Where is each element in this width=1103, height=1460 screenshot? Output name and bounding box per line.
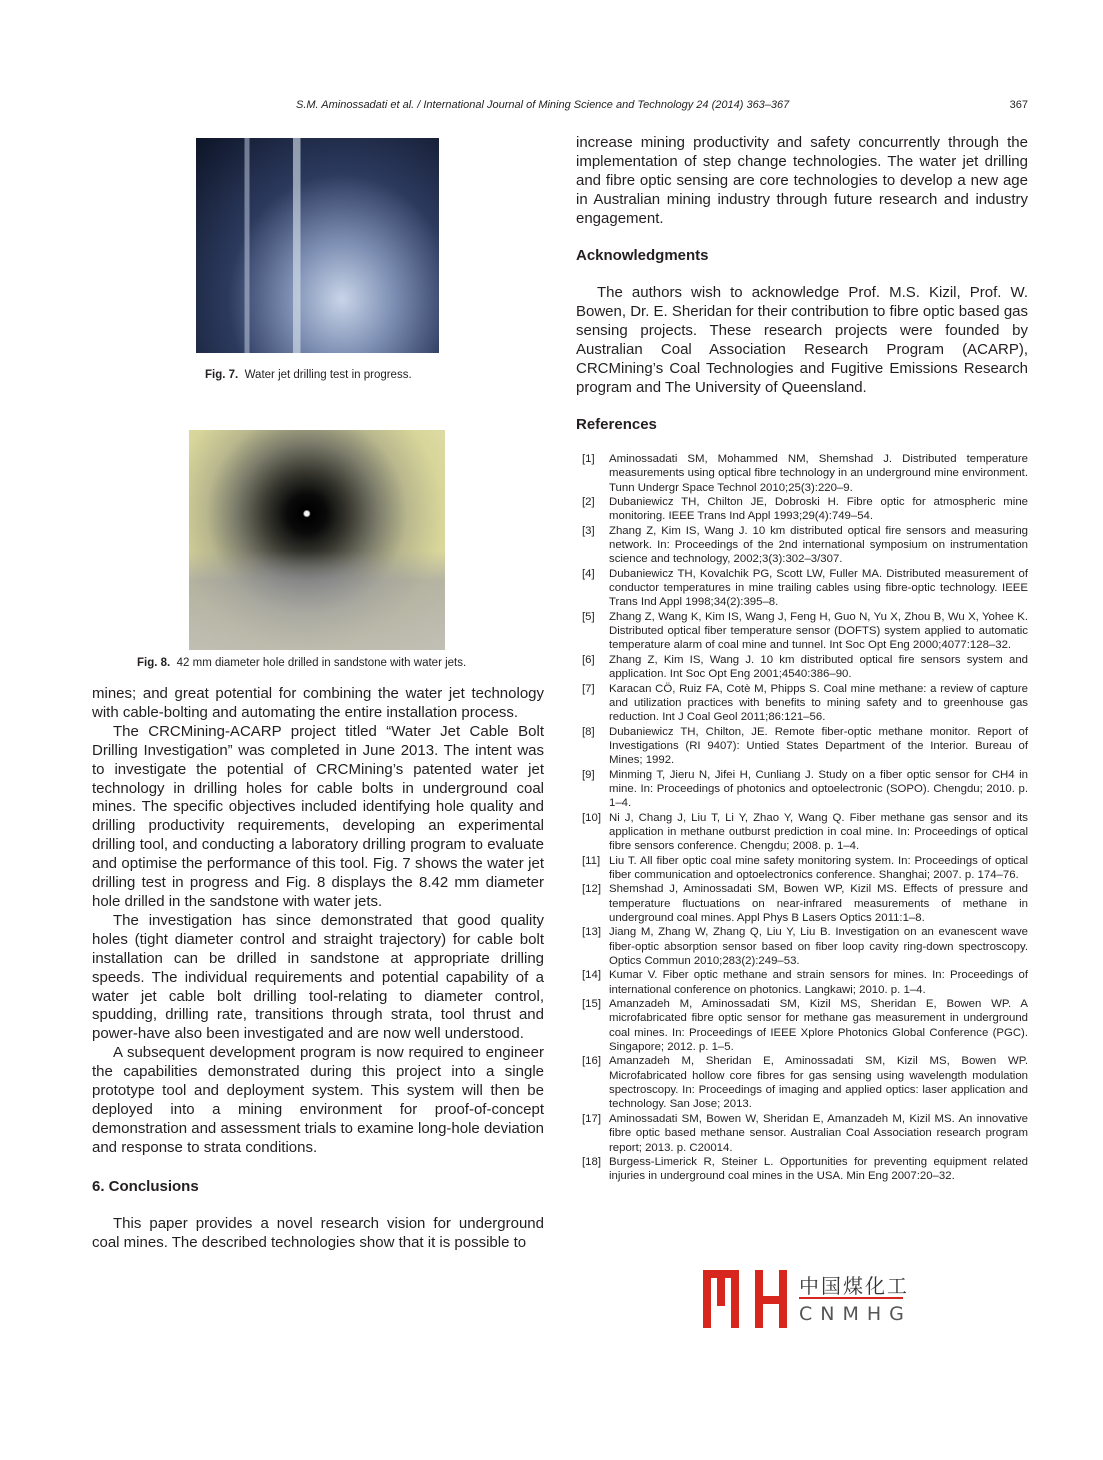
logo-latin-text: CNMHG: [799, 1303, 912, 1325]
reference-number: [16]: [582, 1055, 601, 1068]
reference-text: Karacan CÖ, Ruiz FA, Cotè M, Phipps S. Coal mine methane: a review of capture and utilization practices with benefits to mining safety and to greenhouse gas reduction. Int J Coal Geol 2011;86:121–56.: [609, 682, 1028, 724]
conclusions-text: [92, 1215, 544, 1253]
reference-text: Minming T, Jieru N, Jifei H, Cunliang J. Study on a fiber optic sensor for CH4 in mine. In: Proceedings of photonics and optoelectronic (SOPO). Chengdu; 2010. p. 1–4.: [609, 768, 1028, 810]
section-heading-acknowledgments: Acknowledgments: [576, 247, 709, 264]
section-heading-conclusions: 6. Conclusions: [92, 1178, 199, 1195]
reference-text: Kumar V. Fiber optic methane and strain sensors for mines. In: Proceedings of international conference on photonics. Langkawi; 2010. p. 1–4.: [609, 969, 1028, 996]
caption-text: Water jet drilling test in progress.: [244, 369, 412, 381]
reference-text: Ni J, Chang J, Liu T, Li Y, Zhao Y, Wang Q. Fiber methane gas sensor and its application in methane outburst prediction in coal mine. In: Proceedings of optical fibre sensors conference. Chengdu; 2008. p. 1–4.: [609, 811, 1028, 853]
reference-item: [582, 768, 1028, 811]
reference-number: [14]: [582, 969, 601, 982]
reference-item: [582, 610, 1028, 653]
paragraph: increase mining productivity and safety concurrently through the implementation of step change technologies. The water jet drilling and fibre optic sensing are core technologies to develop a new age in Australian mining industry through future research and industry engagement.: [576, 134, 1028, 227]
reference-text: Jiang M, Zhang W, Zhang Q, Liu Y, Liu B. Investigation on an evanescent wave fiber-optic absorption sensor based on fiber loop cavity ring-down spectroscopy. Optics Commun 2010;283(2):249–53.: [609, 926, 1028, 968]
reference-text: Burgess-Limerick R, Steiner L. Opportunities for preventing equipment related injuries in underground coal mines in the USA. Min Eng 2007:20–32.: [609, 1155, 1028, 1183]
reference-number: [11]: [582, 854, 601, 867]
reference-text: Amanzadeh M, Sheridan E, Aminossadati SM, Kizil MS, Bowen WP. Microfabricated hollow core fibres for gas sensing using wavelength modulation spectroscopy. In: Proceedings of imaging and applied optics: laser application and technology. San Jose; 2013.: [609, 1055, 1028, 1111]
page-number: 367: [1009, 99, 1028, 111]
reference-item: [582, 725, 1028, 768]
reference-text: Amanzadeh M, Aminossadati SM, Kizil MS, Sheridan E, Bowen WP. A microfabricated fibre optic sensor for methane gas measurement in underground coal mines. In: Proceedings of IEEE Xplore Photonics Global Conference (PGC). Singapore; 2012. p. 1–5.: [609, 998, 1028, 1054]
figure-label: Fig. 7.: [205, 369, 239, 381]
cnmhg-watermark-logo: [703, 1270, 913, 1330]
reference-item: [582, 925, 1028, 968]
reference-number: [7]: [582, 682, 595, 695]
reference-item: [582, 682, 1028, 725]
reference-number: [4]: [582, 567, 595, 580]
reference-text: Liu T. All fiber optic coal mine safety monitoring system. In: Proceedings of optical fiber communication and optoelectronics conference. Shanghai; 2007. p. 174–76.: [609, 854, 1028, 881]
reference-item: [582, 882, 1028, 925]
reference-number: [13]: [582, 926, 601, 939]
reference-item: [582, 968, 1028, 997]
reference-text: Dubaniewicz TH, Chilton JE, Dobroski H. Fibre optic for atmospheric mine monitoring. IEEE Trans Ind Appl 1993;29(4):749–54.: [609, 496, 1028, 523]
left-column-text: [92, 685, 544, 1158]
reference-item: [582, 854, 1028, 883]
reference-number: [6]: [582, 653, 595, 666]
reference-item: [582, 1112, 1028, 1155]
reference-item: [582, 653, 1028, 682]
running-title: S.M. Aminossadati et al. / International Journal of Mining Science and Technology 24 (2014) 363–367: [296, 99, 790, 111]
reference-text: Aminossadati SM, Mohammed NM, Shemshad J. Distributed temperature measurements using optical fibre technology in an underground mine environment. Tunn Undergr Space Technol 2010;25(3):220–9.: [609, 453, 1028, 494]
reference-number: [1]: [582, 453, 595, 465]
reference-item: [582, 567, 1028, 610]
paragraph: The authors wish to acknowledge Prof. M.S. Kizil, Prof. W. Bowen, Dr. E. Sheridan for their contribution to fibre optic based gas sensing projects. These research projects were founded by Australian Coal Association Research Program (ACARP), CRCMining’s Coal Technologies and Fugitive Emissions Research program and The University of Queensland.: [576, 284, 1028, 396]
acknowledgments-text: [576, 284, 1028, 397]
reference-number: [12]: [582, 883, 601, 896]
reference-item: [582, 524, 1028, 567]
paragraph: This paper provides a novel research vision for underground coal mines. The described technologies show that it is possible to: [92, 1215, 544, 1251]
caption-text: 42 mm diameter hole drilled in sandstone with water jets.: [176, 657, 467, 669]
figure-label: Fig. 8.: [137, 657, 171, 669]
figure-7-caption: [205, 369, 412, 381]
reference-number: [5]: [582, 610, 595, 623]
reference-item: [582, 452, 1028, 495]
running-header: [296, 99, 1028, 111]
paragraph: The CRCMining-ACARP project titled “Water Jet Cable Bolt Drilling Investigation” was completed in June 2013. The intent was to investigate the potential of CRCMining’s patented water jet technology in drilling holes for cable bolts in underground coal mines. The specific objectives included identifying hole quality and drilling productivity requirements, developing an experimental drilling tool, and conducting a laboratory drilling program to evaluate and optimise the performance of this tool. Fig. 7 shows the water jet drilling test in progress and Fig. 8 displays the 8.42 mm diameter hole drilled in the sandstone with water jets.: [92, 722, 544, 910]
paragraph: A subsequent development program is now required to engineer the capabilities demonstrated during this project into a single prototype tool and deployment system. This system will then be deployed into a mining environment for proof-of-concept demonstration and assessment trials to examine long-hole deviation and response to strata conditions.: [92, 1044, 544, 1156]
reference-number: [10]: [582, 811, 601, 824]
reference-number: [17]: [582, 1112, 601, 1125]
reference-item: [582, 1054, 1028, 1111]
reference-text: Zhang Z, Wang K, Kim IS, Wang J, Feng H, Guo N, Yu X, Zhou B, Wu X, Yohee K. Distributed optical fiber temperature sensor (DOFTS) system applied to automatic temperature alarm of coal mine and tunnel. Int Soc Opt Eng 2000;4077:128–32.: [609, 610, 1028, 652]
reference-number: [3]: [582, 524, 595, 537]
paragraph: mines; and great potential for combining the water jet technology with cable-bolting and automating the entire installation process.: [92, 685, 544, 721]
reference-number: [15]: [582, 998, 601, 1011]
reference-item: [582, 811, 1028, 854]
reference-number: [8]: [582, 725, 595, 738]
reference-text: Zhang Z, Kim IS, Wang J. 10 km distributed optical fire sensors system and application. Int Soc Opt Eng 2001;4540:386–90.: [609, 653, 1028, 681]
paragraph: The investigation has since demonstrated that good quality holes (tight diameter control and straight trajectory) for cable bolt installation can be drilled in sandstone at appropriate drilling speeds. The individual requirements and potential capability of a water jet cable bolt drilling tool-relating to diameter control, spudding, drilling rate, transitions through strata, tool thrust and power-have also been investigated and are now well understood.: [92, 911, 544, 1043]
section-heading-references: References: [576, 416, 657, 433]
reference-text: Dubaniewicz TH, Chilton, JE. Remote fiber-optic methane monitor. Report of Investigations (RI 9407): Untied States Department of the Interior. Bureau of Mines; 1992.: [609, 725, 1028, 767]
reference-item: [582, 1155, 1028, 1184]
reference-text: Shemshad J, Aminossadati SM, Bowen WP, Kizil MS. Effects of pressure and temperature fluctuations on near-infrared measurements of methane in underground coal mines. Appl Phys B Lasers Optics 2011:1–8.: [609, 883, 1028, 924]
reference-text: Dubaniewicz TH, Kovalchik PG, Scott LW, Fuller MA. Distributed measurement of conductor temperatures in mine trailing cables using fibre-optic technology. IEEE Trans Ind Appl 1998;34(2):395–8.: [609, 567, 1028, 609]
reference-item: [582, 997, 1028, 1054]
logo-chinese-text: 中国煤化工: [799, 1274, 909, 1298]
right-column-continuation: [576, 134, 1028, 229]
reference-number: [2]: [582, 496, 595, 509]
reference-text: Aminossadati SM, Bowen W, Sheridan E, Amanzadeh M, Kizil MS. An innovative fibre optic based methane sensor. Australian Coal Association research program report; 2013. p. C20014.: [609, 1112, 1028, 1154]
reference-item: [582, 495, 1028, 524]
reference-text: Zhang Z, Kim IS, Wang J. 10 km distributed optical fire sensors and measuring network. In: Proceedings of the 2nd international symposium on instrumentation science and technology, 2002;3(3):302–3/307.: [609, 524, 1028, 566]
figure-8-image: [189, 430, 445, 650]
reference-number: [18]: [582, 1155, 601, 1168]
reference-number: [9]: [582, 768, 595, 781]
figure-8-caption: [137, 657, 466, 669]
reference-list: [582, 452, 1028, 1184]
figure-7-image: [196, 138, 439, 353]
